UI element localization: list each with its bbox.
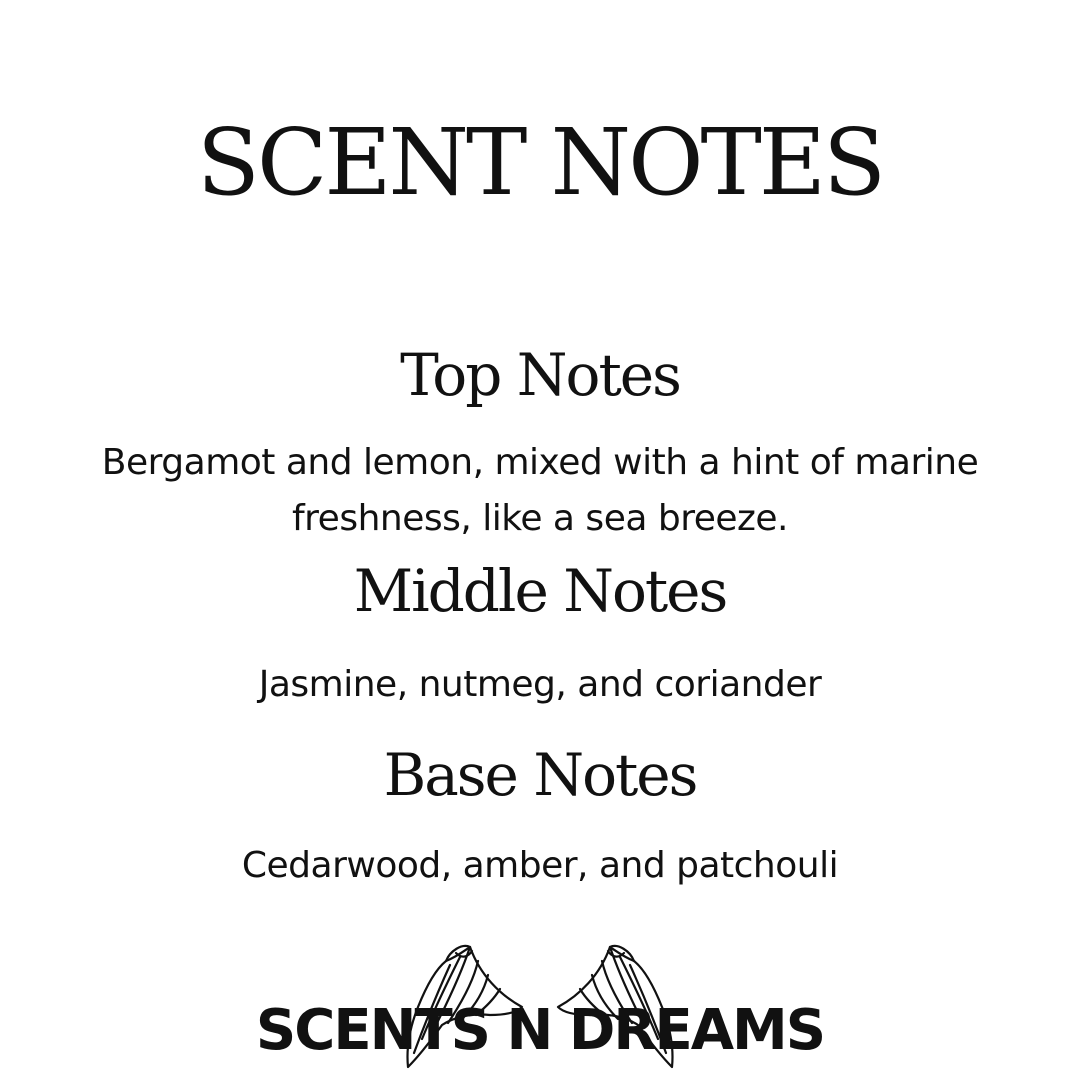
base-notes-heading: Base Notes	[383, 741, 697, 809]
brand-name: SCENTS N DREAMS	[255, 998, 825, 1063]
base-notes-description: Cedarwood, amber, and patchouli	[241, 845, 839, 886]
middle-notes-description: Jasmine, nutmeg, and coriander	[258, 664, 822, 705]
page-title: SCENT NOTES	[196, 109, 884, 216]
top-notes-description: Bergamot and lemon, mixed with a hint of marine freshness, like a sea breeze.	[101, 442, 979, 539]
middle-notes-heading: Middle Notes	[353, 557, 727, 625]
brand-logo	[250, 935, 830, 1075]
top-notes-heading: Top Notes	[400, 341, 680, 409]
